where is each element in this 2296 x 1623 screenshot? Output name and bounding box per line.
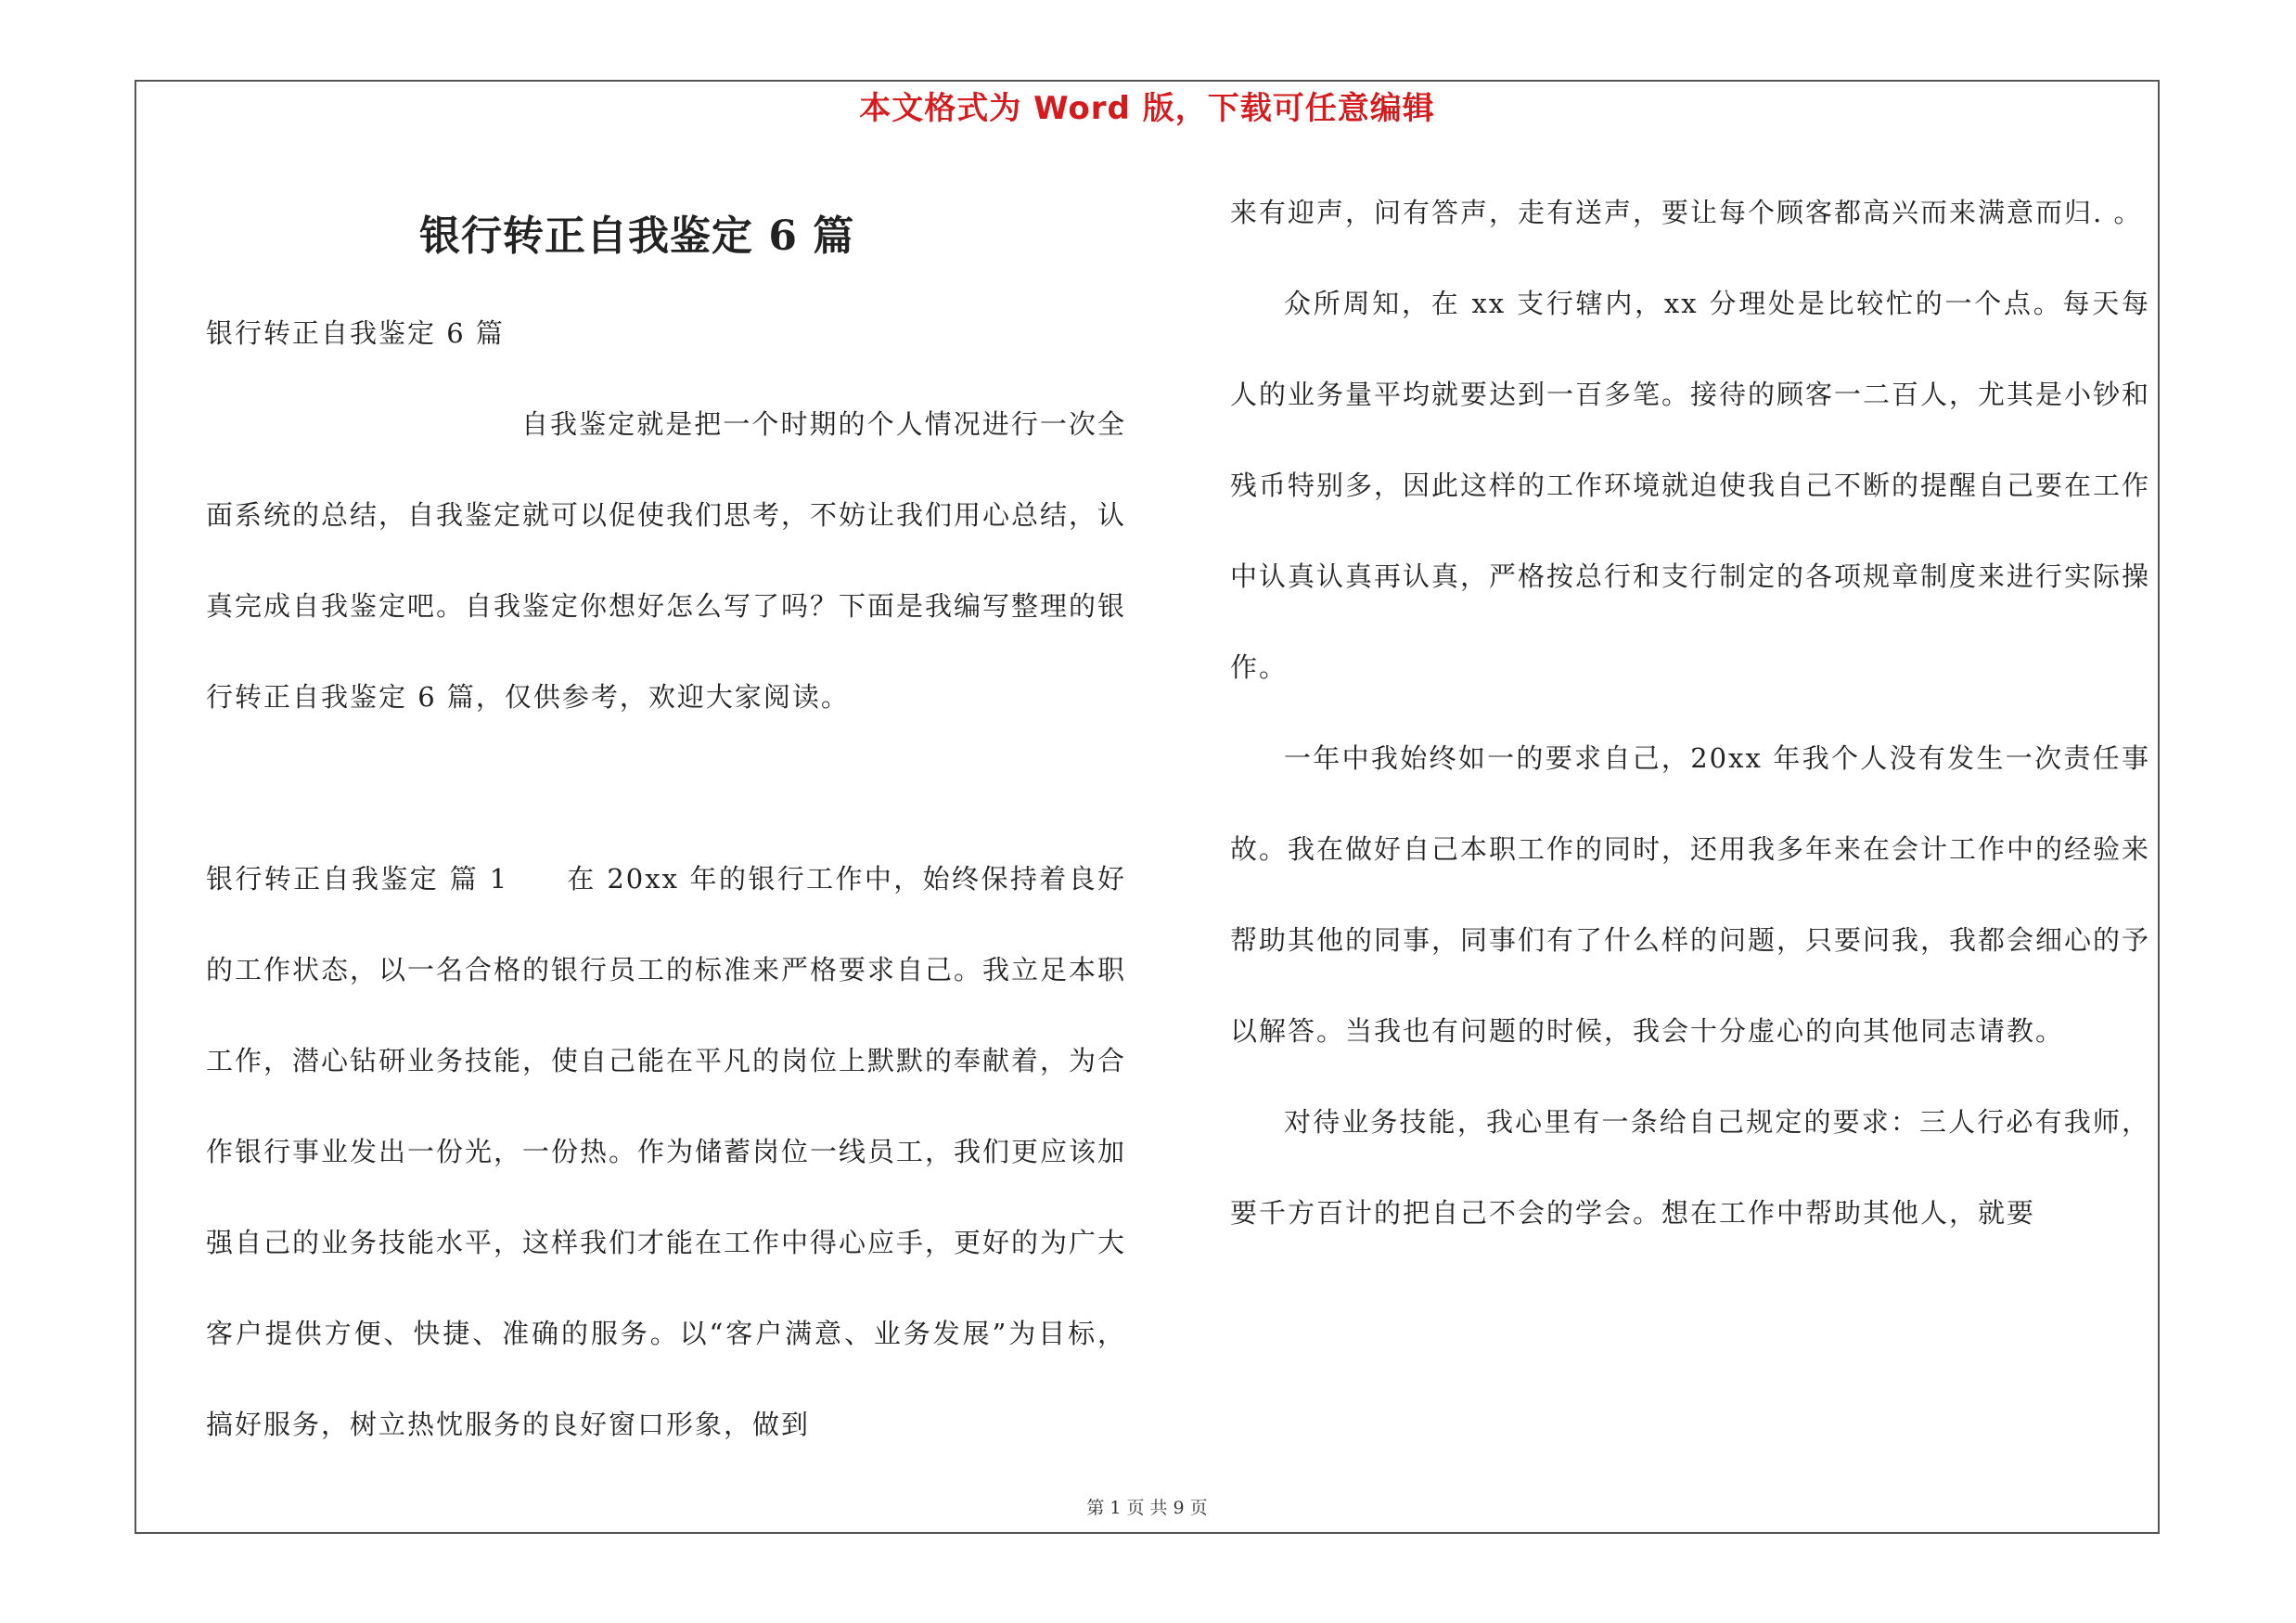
document-subtitle: 银行转正自我鉴定 6 篇 — [206, 317, 505, 349]
responsibility-paragraph: 一年中我始终如一的要求自己，20xx 年我个人没有发生一次责任事故。我在做好自己本职工作的同时，还用我多年来在会计工作中的经验来帮助其他的同事，同事们有了什么样的问题，只要问我，我都会细心的予以解答。当我也有问题的时候，我会十分虚心的向其他同志请教。 — [1230, 742, 2151, 1047]
right-column — [1230, 167, 2150, 1258]
page-number: 第 1 页 共 9 页 — [1086, 1498, 1208, 1518]
intro-paragraph: 自我鉴定就是把一个时期的个人情况进行一次全面系统的总结，自我鉴定就可以促使我们思考，不妨让我们用心总结，认真完成自我鉴定吧。自我鉴定你想好怎么写了吗？下面是我编写整理的银行转正自我鉴定 6 篇，仅供参考，欢迎大家阅读。 — [206, 408, 1127, 713]
document-title: 银行转正自我鉴定 6 篇 — [419, 213, 855, 260]
paragraph-gap — [206, 742, 1126, 833]
left-column — [206, 186, 1126, 1470]
continued-paragraph: 来有迎声，问有答声，走有送声，要让每个顾客都高兴而来满意而归. 。 — [1230, 197, 2143, 228]
skills-paragraph: 对待业务技能，我心里有一条给自己规定的要求：三人行必有我师，要千方百计的把自己不会的学会。想在工作中帮助其他人，就要 — [1230, 1106, 2150, 1229]
workload-paragraph: 众所周知，在 xx 支行辖内，xx 分理处是比较忙的一个点。每天每人的业务量平均就要达到一百多笔。接待的顾客一二百人，尤其是小钞和残币特别多，因此这样的工作环境就迫使我自己不断的提醒自己要在工作中认真认真再认真，严格按总行和支行制定的各项规章制度来进行实际操作。 — [1230, 288, 2151, 683]
format-banner: 本文格式为 Word 版，下载可任意编辑 — [859, 90, 1435, 127]
section-1-paragraph: 银行转正自我鉴定 篇 1 在 20xx 年的银行工作中，始终保持着良好的工作状态，以一名合格的银行员工的标准来严格要求自己。我立足本职工作，潜心钻研业务技能，使自己能在平凡的岗位上默默的奉献着，为合作银行事业发出一份光，一份热。作为储蓄岗位一线员工，我们更应该加强自己的业务技能水平，这样我们才能在工作中得心应手，更好的为广大客户提供方便、快捷、准确的服务。以“客户满意、业务发展”为目标，搞好服务，树立热忱服务的良好窗口形象，做到 — [206, 863, 1127, 1440]
